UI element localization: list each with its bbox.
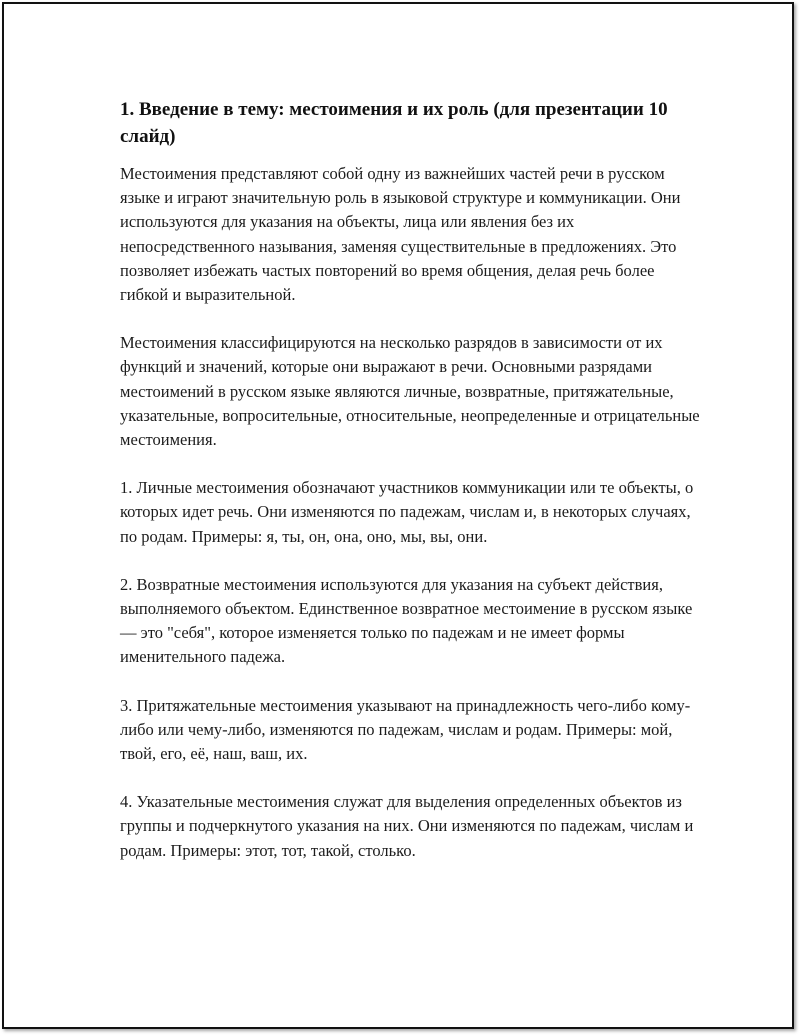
document-page — [2, 2, 794, 1029]
paragraph-classification: Местоимения классифицируются на несколько разрядов в зависимости от их функций и значений, которые они выражают в речи. Основными разрядами местоимений в русском языке являются личные, возвратные, притяжательные, указательные, вопросительные, относительные, неопределенные и отрицательные местоимения. — [120, 333, 700, 450]
paragraph-intro: Местоимения представляют собой одну из важнейших частей речи в русском языке и играют значительную роль в языковой структуре и коммуникации. Они используются для указания на объекты, лица или явления без их непосредственного называния, заменяя существительные в предложениях. Это позволяет избежать частых повторений во время общения, делая речь более гибкой и выразительной. — [120, 164, 681, 305]
paragraph-possessive-pronouns: 3. Притяжательные местоимения указывают на принадлежность чего-либо кому-либо или чему-либо, изменяются по падежам, числам и родам. Примеры: мой, твой, его, её, наш, ваш, их. — [120, 695, 691, 764]
paragraph-personal-pronouns: 1. Личные местоимения обозначают участников коммуникации или те объекты, о которых идет речь. Они изменяются по падежам, числам и, в некоторых случаях, по родам. Примеры: я, ты, он, она, оно, мы, вы, они. — [120, 478, 694, 546]
document-title: 1. Введение в тему: местоимения и их роль (для презентации 10 слайд) — [120, 99, 668, 147]
document-body — [120, 96, 700, 887]
paragraph-reflexive-pronouns: 2. Возвратные местоимения используются для указания на субъект действия, выполняемого объектом. Единственное возвратное местоимение в русском языке — это "себя", которое изменяется только по падежам и не имеет формы именительного падежа. — [120, 574, 693, 667]
paragraph-demonstrative-pronouns: 4. Указательные местоимения служат для выделения определенных объектов из группы и подчеркнутого указания на них. Они изменяются по падежам, числам и родам. Примеры: этот, тот, такой, столько. — [120, 792, 694, 860]
